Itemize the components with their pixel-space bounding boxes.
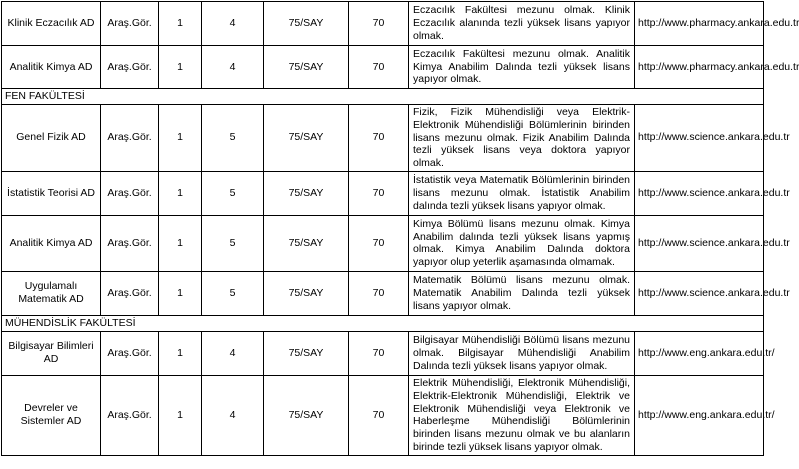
requirements-cell: Matematik Bölümü lisans mezunu olmak. Matematik Anabilim Dalında tezli yüksek lisans yapıyor olmak. bbox=[409, 271, 635, 315]
department-cell: Genel Fizik AD bbox=[2, 105, 101, 172]
faculty-section-title: FEN FAKÜLTESİ bbox=[2, 89, 764, 105]
website-cell: http://www.science.ankara.edu.tr bbox=[635, 171, 764, 215]
title-cell: Araş.Gör. bbox=[101, 271, 159, 315]
title-cell: Araş.Gör. bbox=[101, 46, 159, 89]
website-cell: http://www.pharmacy.ankara.edu.tr bbox=[635, 2, 764, 46]
title-cell: Araş.Gör. bbox=[101, 171, 159, 215]
ales-cell: 75/SAY bbox=[264, 2, 349, 46]
faculty-section-row bbox=[2, 89, 764, 105]
language-score-cell: 70 bbox=[349, 331, 409, 375]
table-row bbox=[2, 271, 764, 315]
table-row bbox=[2, 46, 764, 89]
degree-cell: 4 bbox=[202, 2, 264, 46]
department-cell: Analitik Kimya AD bbox=[2, 215, 101, 271]
ales-cell: 75/SAY bbox=[264, 215, 349, 271]
website-cell: http://www.eng.ankara.edu.tr/ bbox=[635, 331, 764, 375]
count-cell: 1 bbox=[159, 375, 202, 455]
department-cell: Bilgisayar Bilimleri AD bbox=[2, 331, 101, 375]
department-cell: Uygulamalı Matematik AD bbox=[2, 271, 101, 315]
website-cell: http://www.science.ankara.edu.tr bbox=[635, 215, 764, 271]
table-row bbox=[2, 171, 764, 215]
title-cell: Araş.Gör. bbox=[101, 331, 159, 375]
degree-cell: 5 bbox=[202, 105, 264, 172]
count-cell: 1 bbox=[159, 215, 202, 271]
table-row bbox=[2, 331, 764, 375]
degree-cell: 4 bbox=[202, 375, 264, 455]
table-row bbox=[2, 105, 764, 172]
website-cell: http://www.pharmacy.ankara.edu.tr bbox=[635, 46, 764, 89]
language-score-cell: 70 bbox=[349, 105, 409, 172]
ales-cell: 75/SAY bbox=[264, 171, 349, 215]
table-row bbox=[2, 375, 764, 455]
website-cell: http://www.science.ankara.edu.tr bbox=[635, 105, 764, 172]
website-cell: http://www.eng.ankara.edu.tr/ bbox=[635, 375, 764, 455]
requirements-cell: Bilgisayar Mühendisliği Bölümü lisans mezunu olmak. Bilgisayar Mühendisliği Anabilim Dalında tezli yüksek lisans yapıyor olmak. bbox=[409, 331, 635, 375]
degree-cell: 5 bbox=[202, 171, 264, 215]
website-cell: http://www.science.ankara.edu.tr bbox=[635, 271, 764, 315]
language-score-cell: 70 bbox=[349, 46, 409, 89]
count-cell: 1 bbox=[159, 331, 202, 375]
title-cell: Araş.Gör. bbox=[101, 375, 159, 455]
language-score-cell: 70 bbox=[349, 2, 409, 46]
faculty-section-row bbox=[2, 315, 764, 331]
count-cell: 1 bbox=[159, 105, 202, 172]
table-body bbox=[2, 2, 799, 456]
ales-cell: 75/SAY bbox=[264, 331, 349, 375]
degree-cell: 5 bbox=[202, 271, 264, 315]
requirements-cell: Eczacılık Fakültesi mezunu olmak. Analitik Kimya Anabilim Dalında tezli yüksek lisans yapıyor olmak. bbox=[409, 46, 635, 89]
ales-cell: 75/SAY bbox=[264, 375, 349, 455]
degree-cell: 5 bbox=[202, 215, 264, 271]
language-score-cell: 70 bbox=[349, 375, 409, 455]
department-cell: İstatistik Teorisi AD bbox=[2, 171, 101, 215]
language-score-cell: 70 bbox=[349, 171, 409, 215]
count-cell: 1 bbox=[159, 46, 202, 89]
count-cell: 1 bbox=[159, 2, 202, 46]
table-row bbox=[2, 215, 764, 271]
language-score-cell: 70 bbox=[349, 215, 409, 271]
requirements-cell: Kimya Bölümü lisans mezunu olmak. Kimya Anabilim dalında tezli yüksek lisans yapmış olmak. Kimya Anabilim Dalında doktora yapıyor olup yeterlik aşamasında olmamak. bbox=[409, 215, 635, 271]
department-cell: Devreler ve Sistemler AD bbox=[2, 375, 101, 455]
degree-cell: 4 bbox=[202, 331, 264, 375]
count-cell: 1 bbox=[159, 271, 202, 315]
department-cell: Klinik Eczacılık AD bbox=[2, 2, 101, 46]
requirements-cell: Eczacılık Fakültesi mezunu olmak. Klinik Eczacılık alanında tezli yüksek lisans yapıyor olmak. bbox=[409, 2, 635, 46]
faculty-section-title: MÜHENDİSLİK FAKÜLTESİ bbox=[2, 315, 764, 331]
requirements-cell: Fizik, Fizik Mühendisliği veya Elektrik-Elektronik Mühendisliği Bölümlerinin birinden lisans mezunu olmak. Fizik Anabilim Dalında tezli yüksek lisans veya doktora yapıyor olmak. bbox=[409, 105, 635, 172]
title-cell: Araş.Gör. bbox=[101, 215, 159, 271]
count-cell: 1 bbox=[159, 171, 202, 215]
title-cell: Araş.Gör. bbox=[101, 2, 159, 46]
language-score-cell: 70 bbox=[349, 271, 409, 315]
ales-cell: 75/SAY bbox=[264, 46, 349, 89]
positions-table bbox=[1, 1, 799, 456]
ales-cell: 75/SAY bbox=[264, 105, 349, 172]
ales-cell: 75/SAY bbox=[264, 271, 349, 315]
title-cell: Araş.Gör. bbox=[101, 105, 159, 172]
table-row bbox=[2, 2, 764, 46]
department-cell: Analitik Kimya AD bbox=[2, 46, 101, 89]
requirements-cell: İstatistik veya Matematik Bölümlerinin birinden lisans mezunu olmak. İstatistik Anabilim dalında tezli yüksek lisans yapıyor olmak. bbox=[409, 171, 635, 215]
degree-cell: 4 bbox=[202, 46, 264, 89]
requirements-cell: Elektrik Mühendisliği, Elektronik Mühendisliği, Elektrik-Elektronik Mühendisliği, Elektrik ve Elektronik Mühendisliği veya Elektronik ve Haberleşme Mühendisliği Bölümlerinin birinden lisans mezunu olmak ve bu alanların birinde tezli yüksek lisans yapıyor olmak. bbox=[409, 375, 635, 455]
